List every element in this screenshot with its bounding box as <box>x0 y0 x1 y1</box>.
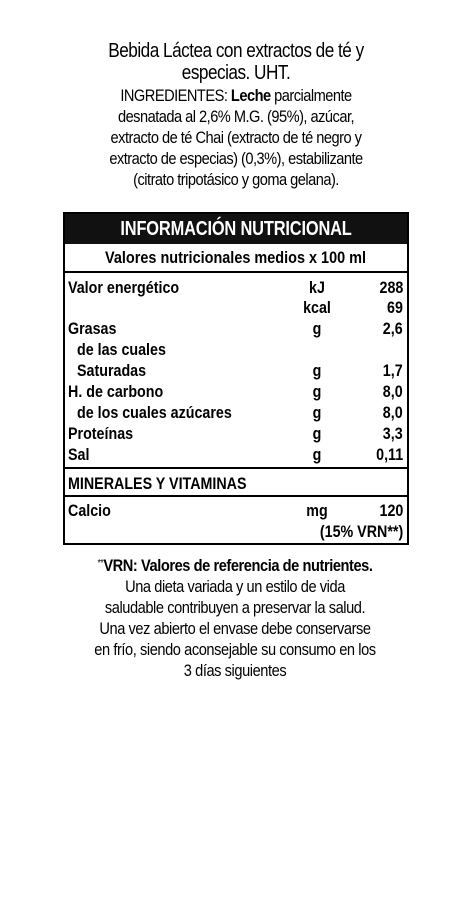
row-unit: kJ <box>309 278 325 297</box>
footer-line: en frío, siendo aconsejable su consumo en los <box>94 640 376 659</box>
product-title-line-2: especias. UHT. <box>181 62 291 84</box>
table-row <box>65 360 407 381</box>
row-value: 288 <box>379 278 403 297</box>
row-label: Valor energético <box>68 278 180 297</box>
divider <box>65 495 407 497</box>
row-label: de los cuales azúcares <box>77 403 232 422</box>
ingredients-line-2: desnatada al 2,6% M.G. (95%), azúcar, <box>117 107 355 126</box>
row-value: 69 <box>387 298 403 317</box>
row-unit: g <box>312 319 322 338</box>
vrn-note <box>76 553 394 576</box>
row-unit: g <box>312 424 322 443</box>
table-row <box>65 423 407 444</box>
row-label: Proteínas <box>68 424 134 443</box>
ingredients-milk: Leche <box>230 86 271 105</box>
ingredients-line-5: (citrato tripotásico y goma gelana). <box>133 170 339 189</box>
table-row <box>65 339 407 360</box>
table-row <box>65 444 407 465</box>
row-value: 8,0 <box>383 382 403 401</box>
minerals-header <box>65 473 407 494</box>
vrn-stars: ** <box>97 558 104 569</box>
row-value: 8,0 <box>383 403 403 422</box>
ingredients-line-1-rest: parcialmente <box>270 86 352 105</box>
calcium-vrn: (15% VRN**) <box>319 522 403 541</box>
row-unit: g <box>312 445 322 464</box>
ingredients-line-4: extracto de especias) (0,3%), estabilizante <box>109 149 363 168</box>
product-title <box>87 40 385 84</box>
nutrition-table <box>63 212 409 545</box>
row-value: 120 <box>379 501 403 520</box>
table-row-calcium <box>65 500 407 521</box>
row-unit: kcal <box>303 298 331 317</box>
nutrition-subheader <box>65 244 407 273</box>
footer-line: Una dieta variada y un estilo de vida <box>125 577 345 596</box>
table-row <box>65 381 407 402</box>
ingredients-label: INGREDIENTES: <box>120 86 231 105</box>
row-value: 1,7 <box>383 361 403 380</box>
nutrition-header-text: INFORMACIÓN NUTRICIONAL <box>120 218 352 240</box>
nutrition-subheader-text: Valores nutricionales medios x 100 ml <box>105 248 367 267</box>
divider <box>65 467 407 469</box>
vrn-definition: VRN: Valores de referencia de nutrientes. <box>103 556 373 575</box>
footer-notes <box>50 553 420 681</box>
row-value: 3,3 <box>383 424 403 443</box>
nutrition-header <box>65 214 407 244</box>
row-unit: mg <box>306 501 328 520</box>
row-label: de las cuales <box>77 340 166 359</box>
intro-block <box>63 40 409 190</box>
footer-line: 3 días siguientes <box>183 661 287 680</box>
ingredients-text <box>87 85 385 190</box>
row-value: 0,11 <box>375 445 403 464</box>
table-row-vrn <box>65 521 407 542</box>
row-unit: g <box>312 403 322 422</box>
product-description <box>63 40 409 190</box>
minerals-header-text: MINERALES Y VITAMINAS <box>68 474 247 493</box>
row-label: Saturadas <box>77 361 147 380</box>
row-label: Calcio <box>68 501 111 520</box>
row-unit: g <box>312 361 322 380</box>
row-label: Sal <box>68 445 90 464</box>
product-title-line-1: Bebida Láctea con extractos de té y <box>108 40 364 62</box>
footer-line: saludable contribuyen a preservar la salud. <box>104 598 366 617</box>
row-unit: g <box>312 382 322 401</box>
table-row <box>65 402 407 423</box>
row-label: Grasas <box>68 319 117 338</box>
table-row <box>65 297 407 318</box>
row-label: H. de carbono <box>68 382 164 401</box>
ingredients-line-3: extracto de té Chai (extracto de té negro y <box>110 128 362 147</box>
table-row <box>65 277 407 298</box>
ingredients-line-1 <box>87 85 385 106</box>
row-value: 2,6 <box>383 319 403 338</box>
table-row <box>65 318 407 339</box>
footer-line: Una vez abierto el envase debe conservarse <box>99 619 371 638</box>
